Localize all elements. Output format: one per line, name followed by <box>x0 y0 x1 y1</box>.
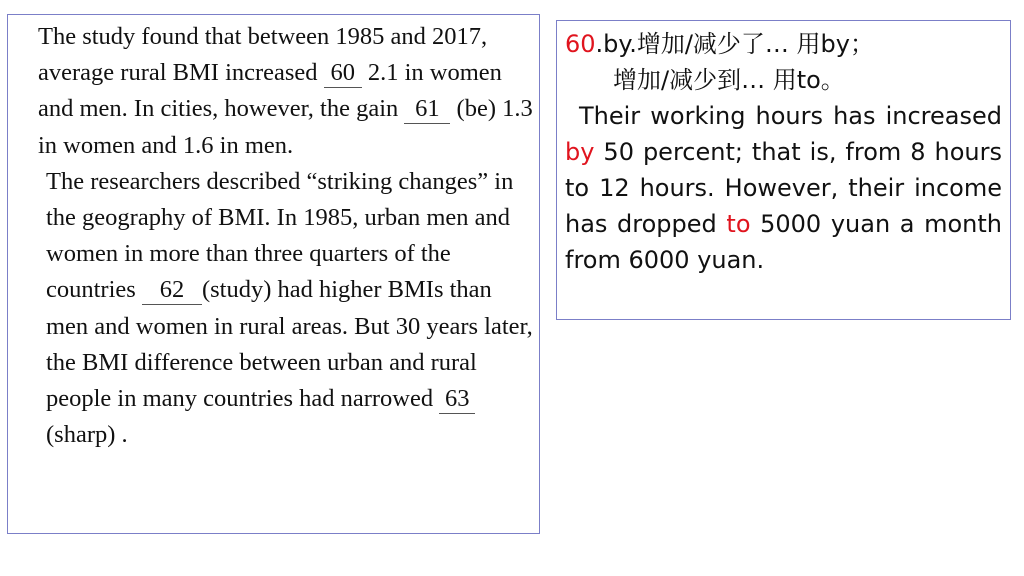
p1-text-a: The study found that between 1985 and 2017, average rural BMI increased <box>38 23 488 87</box>
blank-61: 61 <box>404 95 450 124</box>
rule-to: 增加/减少到… 用to。 <box>613 66 845 94</box>
blank-62: 62 <box>142 276 202 305</box>
paragraph-2 <box>16 164 533 454</box>
blank-60: 60 <box>324 59 362 88</box>
example-text-c: 5000 yuan a month from 6000 yuan. <box>565 210 1003 274</box>
blank-63: 63 <box>439 385 475 414</box>
example-sentence <box>565 98 1002 278</box>
p2-text-b: (study) had higher BMIs than men and women in rural areas. But 30 years later, the BMI difference between urban and rural people in many countries had narrowed <box>46 276 533 413</box>
example-text-b: 50 percent; that is, from 8 hours to 12 hours. However, their income has dropped <box>565 138 1002 238</box>
example-text-a: Their working hours has increased <box>579 102 1002 130</box>
question-number: 60 <box>565 30 596 58</box>
explanation-box <box>556 20 1011 320</box>
passage-box <box>7 14 540 534</box>
p2-text-c: (sharp) . <box>46 421 128 449</box>
example-to: to <box>726 210 751 238</box>
example-by: by <box>565 138 595 166</box>
explanation-line-1 <box>565 26 1002 62</box>
p1-text-c: (be) 1.3 in women and 1.6 in men. <box>38 95 533 159</box>
p1-text-b: 2.1 in women and men. In cities, however, the gain <box>38 59 502 123</box>
paragraph-1 <box>16 19 533 164</box>
p2-text-a: The researchers described “striking changes” in the geography of BMI. In 1985, urban men and women in more than three quarters of the countries <box>46 167 514 304</box>
rule-by: .by.增加/减少了… 用by； <box>595 30 874 58</box>
